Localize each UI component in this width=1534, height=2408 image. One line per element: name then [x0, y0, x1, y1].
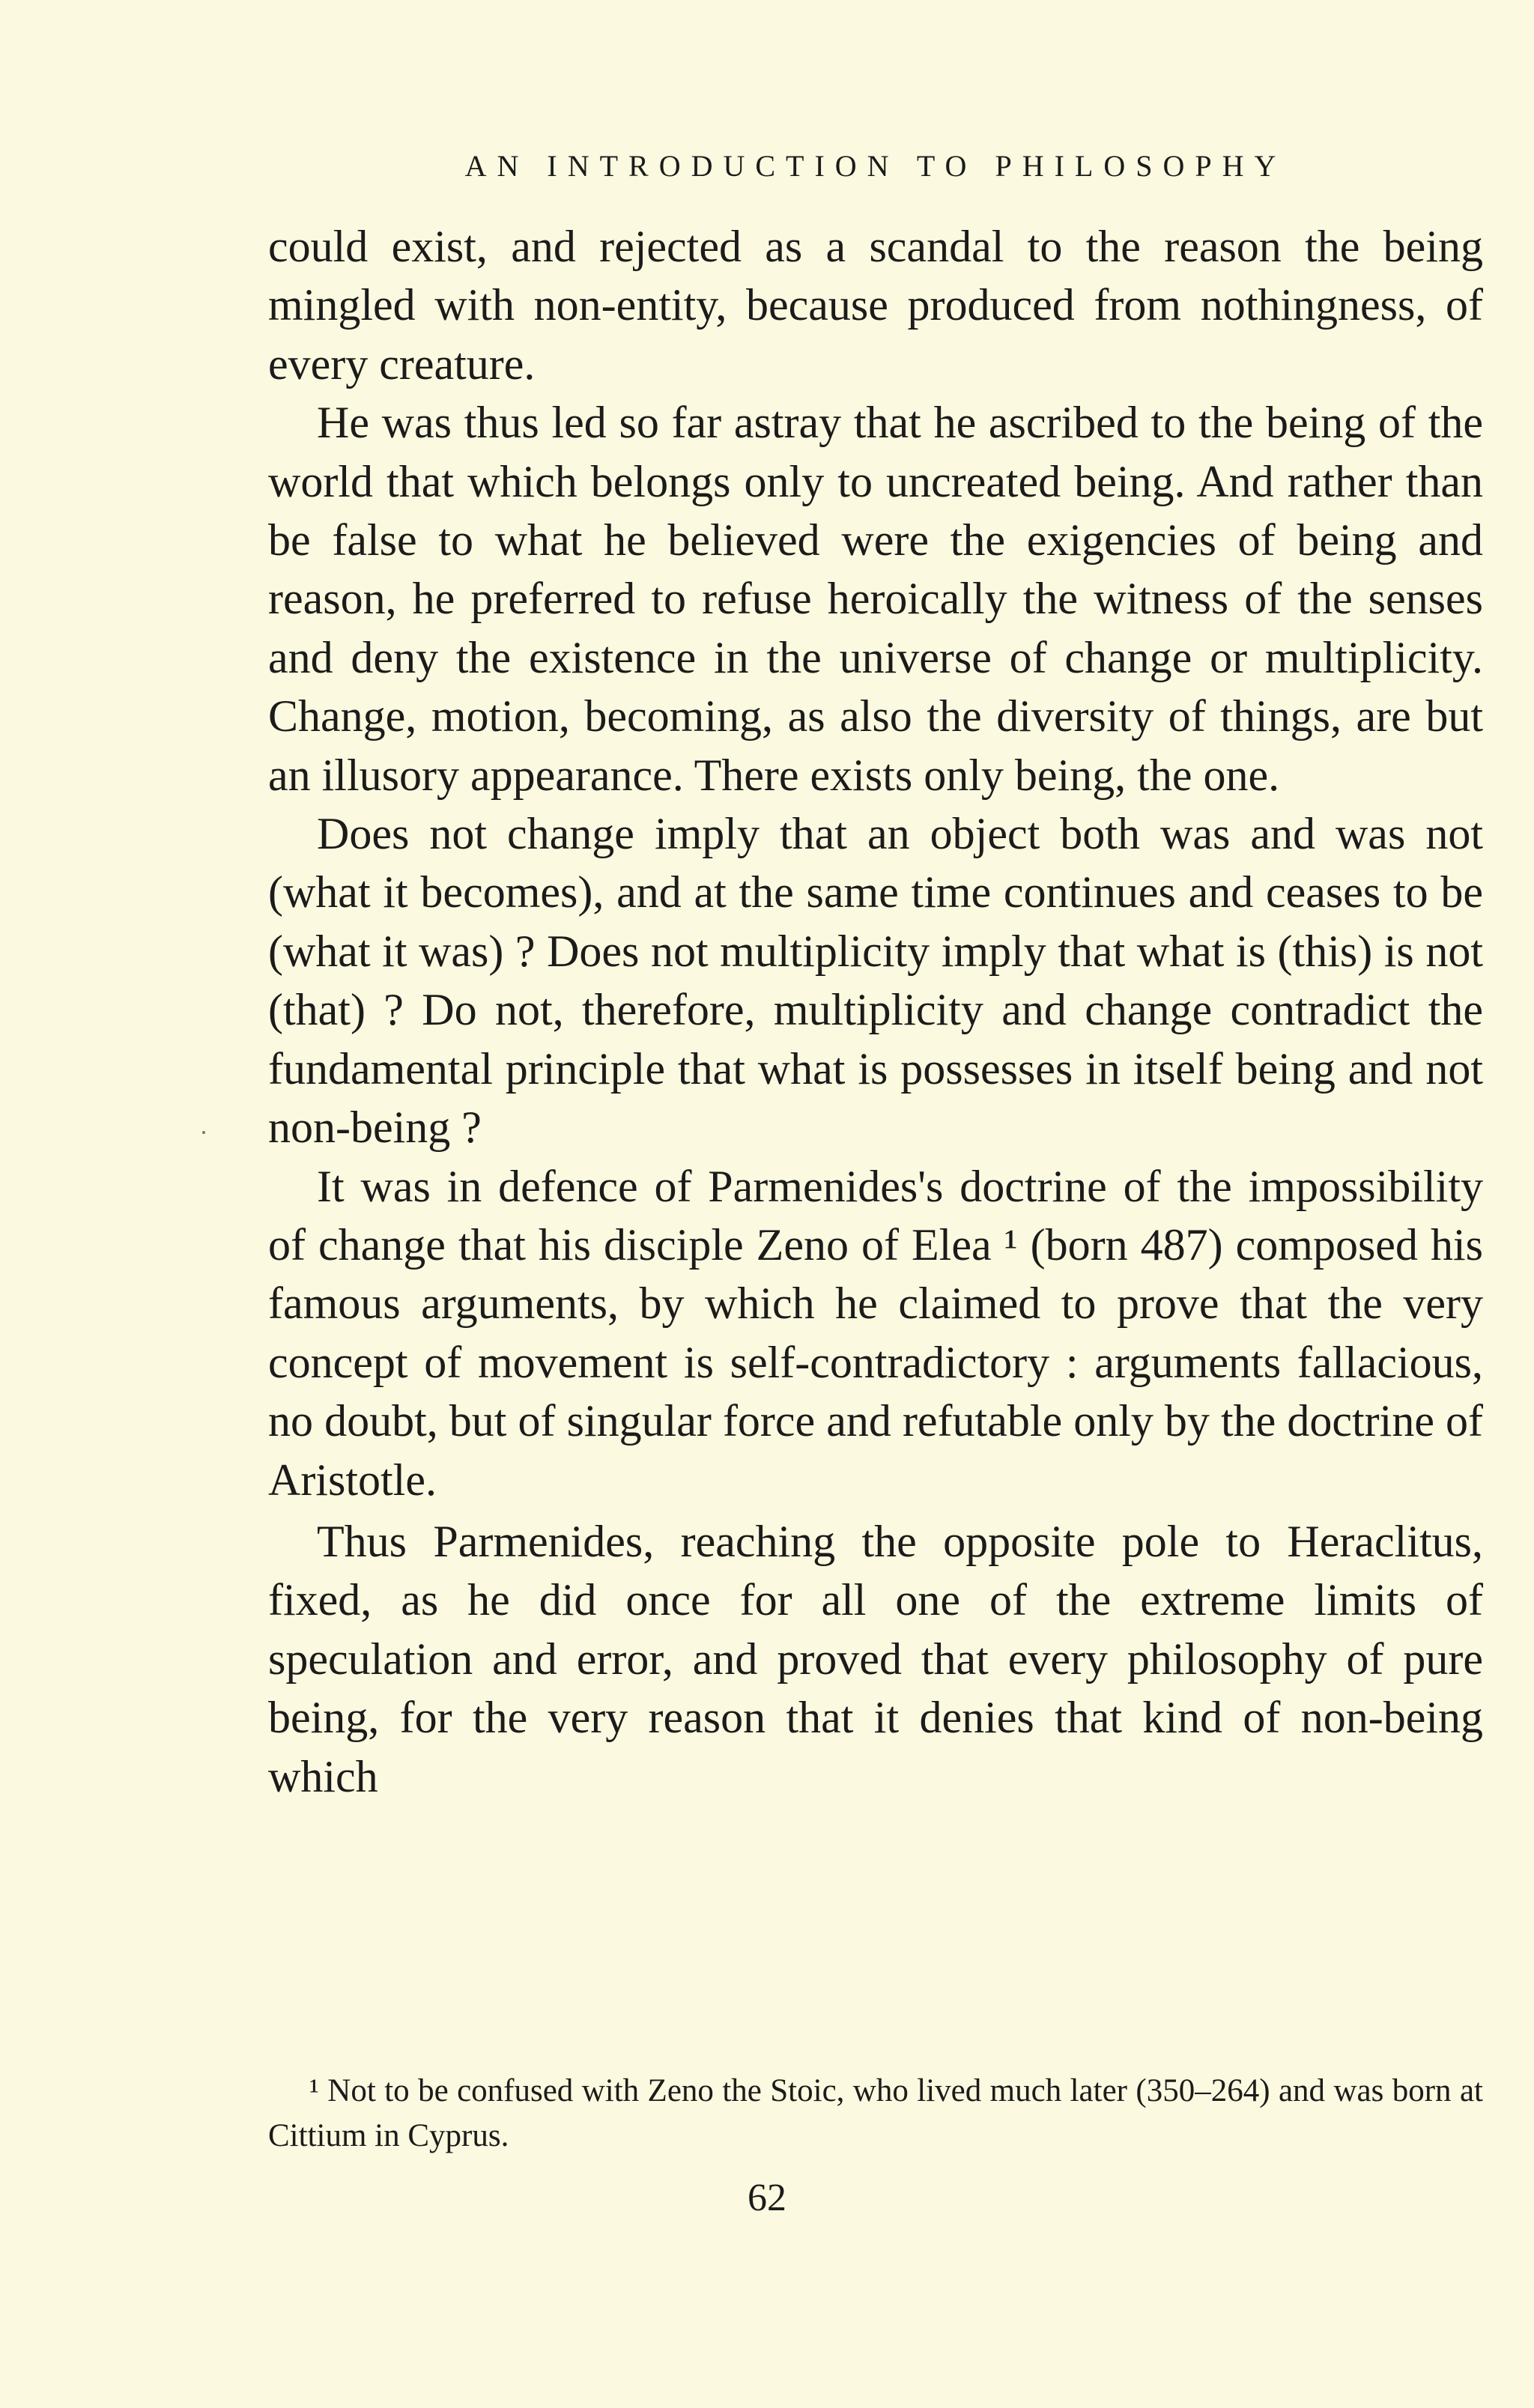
paragraph-5: Thus Parmenides, reaching the opposite pole to Heraclitus, fixed, as he did once for all one of the extreme limits of speculation and error, and proved that every philosophy of pure being, for the very reason that it denies that kind of non-being which	[268, 1516, 1483, 1801]
page-number: 62	[748, 2177, 786, 2219]
paragraph-4: It was in defence of Parmenides's doctrine of the impossibility of change that his disciple Zeno of Elea ¹ (born 487) composed his famous arguments, by which he claimed to prove that the very concept of movement is self-contradictory : arguments fallacious, no doubt, but of singular force and refutable only by the doctrine of Aristotle.	[268, 1161, 1483, 1505]
footnote: ¹ Not to be confused with Zeno the Stoic, who lived much later (350–264) and was born at Cittium in Cyprus.	[268, 2073, 1483, 2153]
paragraph-1: could exist, and rejected as a scandal to the reason the being mingled with non-entity, because produced from nothingness, of every creature.	[268, 222, 1483, 389]
paragraph-3: Does not change imply that an object both was and was not (what it becomes), and at the same time continues and ceases to be (what it was) ? Does not multiplicity imply that what is (this) is not (that) ? Do not, therefore, multiplicity and change contradict the fundamental principle that what is possesses in itself being and not non-being ?	[268, 809, 1483, 1153]
paragraph-2: He was thus led so far astray that he ascribed to the being of the world that which belongs only to uncreated being. And rather than be false to what he believed were the exigencies of being and reason, he preferred to refuse heroically the witness of the senses and deny the existence in the universe of change or multiplicity. Change, motion, becoming, as also the diversity of things, are but an illusory appearance. There exists only being, the one.	[268, 398, 1483, 800]
body-text	[268, 217, 1483, 1806]
footnote-block	[268, 2069, 1483, 2159]
running-head: AN INTRODUCTION TO PHILOSOPHY	[464, 149, 1287, 183]
margin-speck	[202, 1131, 205, 1134]
